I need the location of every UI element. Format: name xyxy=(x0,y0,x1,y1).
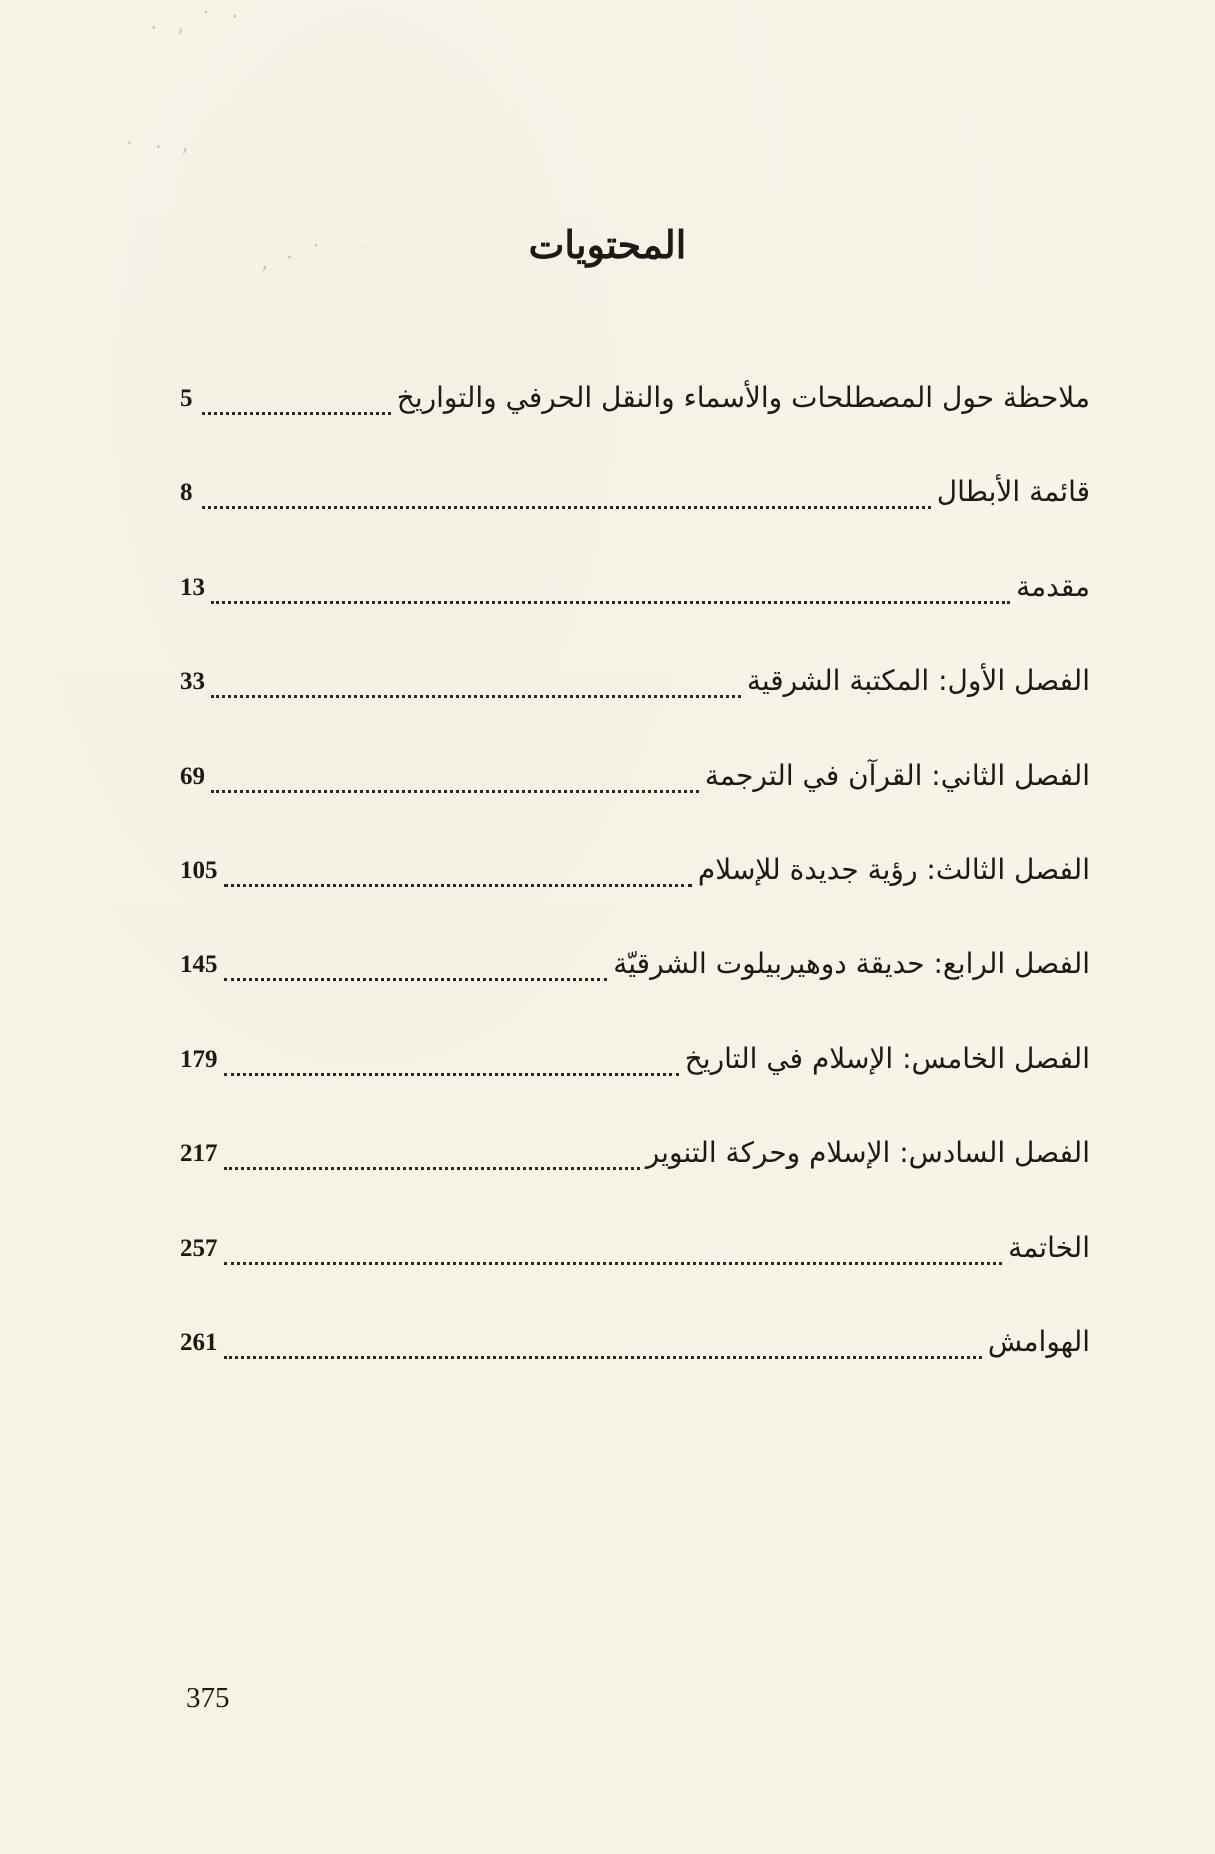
dot-leader xyxy=(224,1322,982,1359)
toc-entry-label: الفصل الأول: المكتبة الشرقية xyxy=(746,664,1090,698)
toc-entry-page: 13 xyxy=(180,573,205,601)
dot-leader xyxy=(224,944,608,981)
toc-entry-page: 105 xyxy=(180,856,218,884)
toc-entry-label: ملاحظة حول المصطلحات والأسماء والنقل الحرفي والتواريخ xyxy=(396,381,1090,414)
toc-entry[interactable] xyxy=(180,472,1090,566)
toc-entry[interactable] xyxy=(180,567,1090,661)
ink-smudge: ˙ · ‚ xyxy=(123,130,196,165)
dot-leader xyxy=(224,1039,679,1076)
dot-leader xyxy=(224,1133,640,1170)
toc-entry-page: 217 xyxy=(180,1140,218,1168)
toc-entry-page: 261 xyxy=(180,1328,218,1356)
toc-entry-label: قائمة الأبطال xyxy=(936,475,1090,509)
dot-leader xyxy=(202,472,931,509)
ink-smudge: · ‚ ˙ · xyxy=(148,3,247,42)
dot-leader xyxy=(224,1228,1003,1265)
dot-leader xyxy=(211,567,1010,604)
toc-entry-label: الفصل الرابع: حديقة دوهيربيلوت الشرقيّة xyxy=(613,947,1090,981)
toc-entry-label: الفصل الثاني: القرآن في الترجمة xyxy=(704,758,1090,792)
toc-entry-label: مقدمة xyxy=(1016,569,1090,603)
toc-entry[interactable] xyxy=(180,1039,1090,1133)
toc-entry-label: الفصل السادس: الإسلام وحركة التنوير xyxy=(645,1136,1090,1170)
toc-entry-label: الفصل الثالث: رؤية جديدة للإسلام xyxy=(697,852,1090,886)
toc-entry[interactable] xyxy=(180,1228,1090,1322)
dot-leader xyxy=(211,661,741,698)
table-of-contents xyxy=(180,378,1090,1416)
page-title: المحتويات xyxy=(528,222,687,267)
toc-entry-label: الهوامش xyxy=(987,1324,1090,1358)
toc-entry[interactable] xyxy=(180,1133,1090,1227)
toc-entry-page: 5 xyxy=(180,385,193,412)
toc-entry[interactable] xyxy=(180,378,1090,472)
toc-entry[interactable] xyxy=(180,661,1090,755)
toc-entry[interactable] xyxy=(180,1322,1090,1416)
toc-entry[interactable] xyxy=(180,756,1090,850)
ink-smudge: ‚ · ˙ xyxy=(258,240,331,275)
toc-entry-page: 145 xyxy=(180,951,218,979)
toc-entry-label: الفصل الخامس: الإسلام في التاريخ xyxy=(684,1041,1090,1075)
toc-entry-page: 8 xyxy=(180,479,193,507)
dot-leader xyxy=(202,378,391,415)
dot-leader xyxy=(211,756,699,793)
toc-entry-page: 179 xyxy=(180,1045,218,1073)
page-number: 375 xyxy=(186,1682,230,1714)
toc-entry-page: 257 xyxy=(180,1234,218,1262)
toc-entry-page: 33 xyxy=(180,668,205,696)
toc-entry-page: 69 xyxy=(180,762,205,790)
toc-entry[interactable] xyxy=(180,850,1090,944)
toc-entry[interactable] xyxy=(180,944,1090,1038)
dot-leader xyxy=(224,850,692,887)
toc-entry-label: الخاتمة xyxy=(1008,1230,1090,1264)
